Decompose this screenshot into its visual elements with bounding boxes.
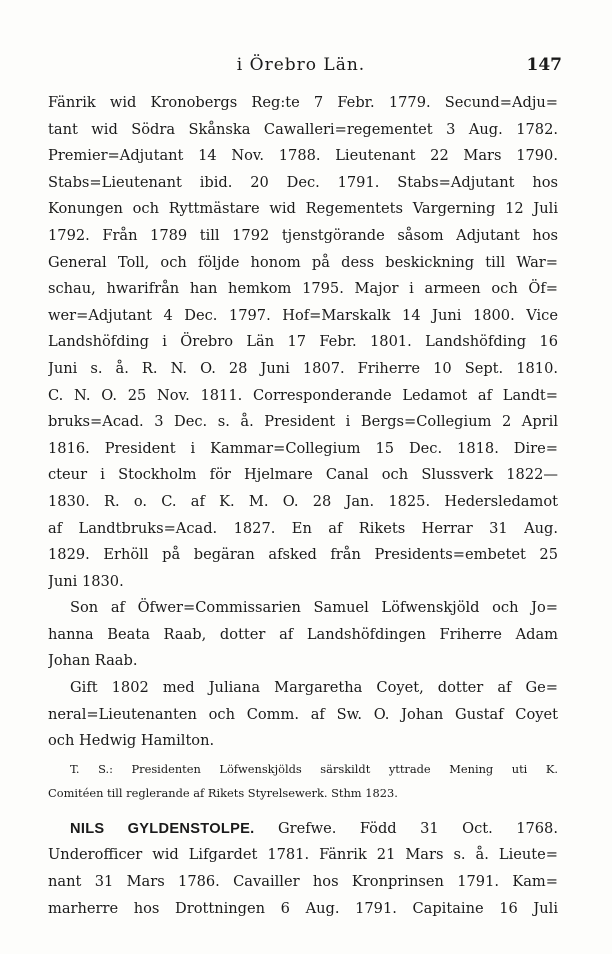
text-line: cteur i Stockholm för Hjelmare Canal och Slussverk 1822— xyxy=(48,466,558,484)
text-line: Son af Öfwer=Commissarien Samuel Löfwenskjöld och Jo= xyxy=(70,599,558,617)
text-line: 1816. President i Kammar=Collegium 15 Dec. 1818. Dire= xyxy=(48,439,558,457)
text-line: Landshöfding i Örebro Län 17 Febr. 1801. Landshöfding 16 xyxy=(48,333,558,351)
entry-gap xyxy=(48,806,558,816)
text-line: marherre hos Drottningen 6 Aug. 1791. Capitaine 16 Juli xyxy=(48,899,558,917)
text-line: hanna Beata Raab, dotter af Landshöfdingen Friherre Adam xyxy=(48,625,558,643)
text-line: bruks=Acad. 3 Dec. s. å. President i Bergs=Collegium 2 April xyxy=(48,413,558,431)
note-line: Comitéen till reglerande af Rikets Styrelsewerk. Sthm 1823. xyxy=(48,786,398,801)
text-line: och Hedwig Hamilton. xyxy=(48,732,215,750)
text-line: Konungen och Ryttmästare wid Regementets Vargerning 12 Juli xyxy=(48,200,558,218)
entry-name: NILS GYLDENSTOLPE. xyxy=(70,820,255,837)
running-head: i Örebro Län. xyxy=(236,55,366,75)
text-line: 1792. Från 1789 till 1792 tjenstgörande såsom Adjutant hos xyxy=(48,226,558,244)
text-line: tant wid Södra Skånska Cawalleri=regementet 3 Aug. 1782. xyxy=(48,120,558,138)
note-line: T. S.: Presidenten Löfwenskjölds särskildt yttrade Mening uti K. xyxy=(70,761,558,776)
text-line: 1829. Erhöll på begäran afsked från Presidents=embetet 25 xyxy=(48,546,558,564)
text-line: neral=Lieutenanten och Comm. af Sw. O. Johan Gustaf Coyet xyxy=(48,705,558,723)
text-line: Juni s. å. R. N. O. 28 Juni 1807. Friherre 10 Sept. 1810. xyxy=(48,359,558,377)
text-line: af Landtbruks=Acad. 1827. En af Rikets Herrar 31 Aug. xyxy=(48,519,558,537)
page-body xyxy=(48,90,558,922)
text-line: schau, hwarifrån han hemkom 1795. Major i armeen och Öf= xyxy=(48,280,558,298)
entry-heading-line xyxy=(48,816,558,843)
text-line: 1830. R. o. C. af K. M. O. 28 Jan. 1825. Hedersledamot xyxy=(48,492,558,510)
entry-title: Grefwe. Född 31 Oct. 1768. xyxy=(277,819,558,837)
text-line: wer=Adjutant 4 Dec. 1797. Hof=Marskalk 14 Juni 1800. Vice xyxy=(48,306,558,324)
text-line: Johan Raab. xyxy=(48,652,138,670)
text-line: General Toll, och följde honom på dess beskickning till War= xyxy=(48,253,558,271)
bibliographic-note xyxy=(48,757,558,806)
page-header xyxy=(40,55,562,79)
next-entry xyxy=(48,816,558,922)
text-line: nant 31 Mars 1786. Cavailler hos Kronprinsen 1791. Kam= xyxy=(48,873,558,891)
text-line: C. N. O. 25 Nov. 1811. Corresponderande Ledamot af Landt= xyxy=(48,386,558,404)
text-line: Fänrik wid Kronobergs Reg:te 7 Febr. 1779. Secund=Adju= xyxy=(48,94,558,111)
text-line: Juni 1830. xyxy=(48,572,124,590)
text-line: Underofficer wid Lifgardet 1781. Fänrik 21 Mars s. å. Lieute= xyxy=(48,846,558,864)
text-line: Stabs=Lieutenant ibid. 20 Dec. 1791. Stabs=Adjutant hos xyxy=(48,173,558,191)
biography-paragraph xyxy=(48,90,558,595)
marriage-paragraph xyxy=(48,675,558,755)
text-line: Premier=Adjutant 14 Nov. 1788. Lieutenant 22 Mars 1790. xyxy=(48,147,558,165)
text-line: Gift 1802 med Juliana Margaretha Coyet, dotter af Ge= xyxy=(70,679,558,697)
page-number: 147 xyxy=(526,55,562,75)
parentage-paragraph xyxy=(48,595,558,675)
